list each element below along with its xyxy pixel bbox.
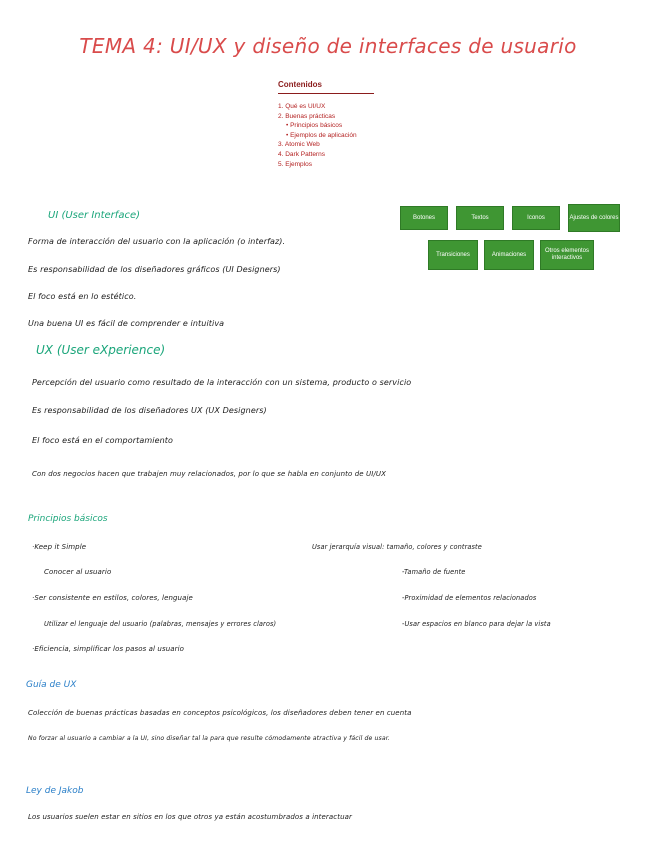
principle-item: -Tamaño de fuente (402, 568, 466, 576)
principle-item: Utilizar el lenguaje del usuario (palabras, mensajes y errores claros) (44, 620, 277, 628)
toc-item: 2. Buenas prácticas (278, 112, 336, 120)
note-line: Forma de interacción del usuario con la aplicación (o interfaz). (28, 237, 286, 246)
note-line: Los usuarios suelen estar en sitios en los que otros ya están acostumbrados a interactuar (28, 813, 352, 821)
ui-element-box: Ajustes de colores (568, 204, 620, 232)
section-heading-ux: UX (User eXperience) (36, 343, 166, 357)
principle-item: Conocer al usuario (44, 568, 112, 576)
principle-item: ·Eficiencia, simplificar los pasos al usuario (32, 645, 185, 653)
toc-heading: Contenidos (278, 80, 322, 89)
ui-element-box: Transiciones (428, 240, 478, 270)
section-heading-principles: Principios básicos (28, 514, 108, 524)
ui-element-box: Botones (400, 206, 448, 230)
table-of-contents (278, 80, 378, 169)
section-heading-jakob-law: Ley de Jakob (26, 786, 84, 796)
toc-subitem: • Principios básicos (278, 121, 378, 131)
ui-element-box: Animaciones (484, 240, 534, 270)
note-line: No forzar al usuario a cambiar a la UI, sino diseñar tal la para que resulte cómodamente atractiva y fácil de usar. (28, 735, 390, 742)
principle-item: Usar jerarquía visual: tamaño, colores y contraste (312, 543, 482, 551)
section-heading-ux-guide: Guía de UX (26, 680, 77, 690)
principle-item: -Usar espacios en blanco para dejar la vista (402, 620, 551, 628)
note-line: Es responsabilidad de los diseñadores UX (UX Designers) (32, 406, 267, 415)
ui-element-box: Textos (456, 206, 504, 230)
note-line: Percepción del usuario como resultado de la interacción con un sistema, producto o servicio (32, 378, 412, 387)
principle-item: ·Ser consistente en estilos, colores, lenguaje (32, 594, 193, 602)
note-line: El foco está en el comportamiento (32, 436, 173, 445)
note-line: Colección de buenas prácticas basadas en conceptos psicológicos, los diseñadores deben tener en cuenta (28, 709, 412, 717)
toc-item: 3. Atomic Web (278, 141, 320, 149)
principle-item: ·Keep it Simple (32, 543, 87, 551)
note-line: El foco está en lo estético. (28, 292, 137, 301)
toc-item: 1. Qué es UI/UX (278, 103, 326, 110)
page-title: TEMA 4: UI/UX y diseño de interfaces de usuario (79, 34, 577, 58)
ui-element-box: Iconos (512, 206, 560, 230)
toc-divider (278, 93, 374, 94)
toc-subitem: • Ejemplos de aplicación (278, 131, 378, 141)
note-line: Es responsabilidad de los diseñadores gráficos (UI Designers) (28, 265, 281, 274)
ui-element-box: Otros elementos interactivos (540, 240, 594, 270)
note-line: Una buena UI es fácil de comprender e intuitiva (28, 319, 225, 328)
note-line: Con dos negocios hacen que trabajen muy relacionados, por lo que se habla en conjunto de UI/UX (32, 470, 386, 478)
toc-item: 4. Dark Patterns (278, 150, 325, 158)
section-heading-ui: UI (User Interface) (48, 210, 140, 221)
toc-item: 5. Ejemplos (278, 160, 312, 168)
principle-item: -Proximidad de elementos relacionados (402, 594, 537, 602)
